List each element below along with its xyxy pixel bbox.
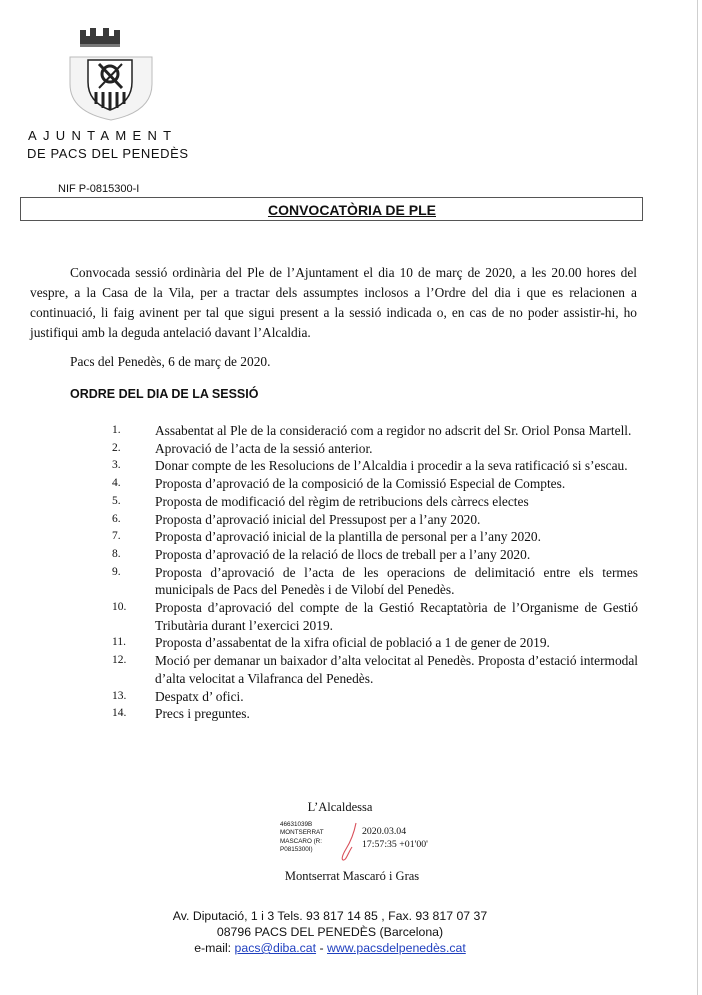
agenda-item-number: 11. bbox=[112, 636, 126, 649]
agenda-item-text: Proposta d’aprovació de la composició de la Comissió Especial de Comptes. bbox=[155, 476, 566, 492]
agenda-item bbox=[110, 475, 638, 493]
agenda-item bbox=[110, 599, 638, 634]
agenda-item-number: 13. bbox=[112, 689, 127, 702]
agenda-item-number: 7. bbox=[112, 530, 121, 543]
footer-city: 08796 PACS DEL PENEDÈS (Barcelona) bbox=[216, 925, 444, 939]
organization-subtitle: DE PACS DEL PENEDÈS bbox=[27, 146, 189, 161]
agenda-item bbox=[110, 688, 638, 706]
website-link[interactable]: www.pacsdelpenedès.cat bbox=[327, 941, 466, 955]
agenda-heading: ORDRE DEL DIA DE LA SESSIÓ bbox=[70, 387, 259, 401]
agenda-item-text: Assabentat al Ple de la consideració com a regidor no adscrit del Sr. Oriol Ponsa Martell. bbox=[155, 423, 632, 438]
agenda-item bbox=[110, 564, 638, 599]
nif-number: NIF P-0815300-I bbox=[58, 183, 140, 195]
agenda-item bbox=[110, 440, 638, 458]
agenda-item-number: 12. bbox=[112, 654, 127, 667]
agenda-item-number: 10. bbox=[112, 601, 127, 614]
footer-address: Av. Diputació, 1 i 3 Tels. 93 817 14 85 , Fax. 93 817 07 37 bbox=[172, 909, 488, 923]
agenda-item-number: 3. bbox=[112, 459, 121, 472]
agenda-item bbox=[110, 528, 638, 546]
agenda-item-number: 9. bbox=[112, 565, 121, 578]
municipal-coat-of-arms-logo bbox=[66, 22, 156, 122]
agenda-item bbox=[110, 546, 638, 564]
agenda-item-number: 5. bbox=[112, 494, 121, 507]
signer-id-text: 46631039B MONTSERRAT MASCARO (R: P0815300I) bbox=[280, 821, 324, 853]
handwritten-signature-mark bbox=[334, 819, 364, 863]
agenda-item-number: 4. bbox=[112, 477, 121, 490]
signer-name: Montserrat Mascaró i Gras bbox=[284, 869, 420, 883]
email-link[interactable]: pacs@diba.cat bbox=[234, 941, 317, 955]
agenda-item-text: Proposta d’aprovació de la relació de llocs de treball per a l’any 2020. bbox=[155, 546, 531, 562]
agenda-item bbox=[110, 705, 638, 723]
agenda-list bbox=[110, 422, 638, 723]
footer-separator: - bbox=[316, 941, 327, 955]
agenda-item bbox=[110, 634, 638, 652]
agenda-item bbox=[110, 511, 638, 529]
agenda-item-number: 6. bbox=[112, 512, 121, 525]
page-edge bbox=[697, 0, 698, 995]
agenda-item bbox=[110, 493, 638, 511]
agenda-item-text: Proposta d’aprovació inicial de la plantilla de personal per a l’any 2020. bbox=[155, 529, 541, 545]
agenda-item-text: Proposta de modificació del règim de retribucions dels càrrecs electes bbox=[155, 493, 529, 509]
agenda-item-text: Moció per demanar un baixador d’alta velocitat al Penedès. Proposta d’estació intermodal d’alta velocitat a Vilafranca del Penedès. bbox=[155, 653, 638, 686]
signature-role: L’Alcaldessa bbox=[307, 800, 373, 814]
agenda-item bbox=[110, 457, 638, 475]
digital-signature-block bbox=[280, 821, 480, 863]
email-label: e-mail: bbox=[194, 941, 235, 955]
signature-timestamp: 2020.03.04 17:57:35 +01'00' bbox=[362, 826, 428, 850]
agenda-item-text: Proposta d’aprovació del compte de la Gestió Recaptatòria de l’Organisme de Gestió Tributària durant l’exercici 2019. bbox=[155, 600, 638, 633]
agenda-item-number: 14. bbox=[112, 707, 127, 720]
agenda-item bbox=[110, 652, 638, 687]
agenda-item-text: Proposta d’aprovació de l’acta de les operacions de delimitació entre els termes municipals de Pacs del Penedès i de Vilobí del Penedès. bbox=[155, 564, 638, 598]
agenda-item-text: Precs i preguntes. bbox=[155, 706, 250, 722]
agenda-item-text: Aprovació de l’acta de la sessió anterior. bbox=[155, 440, 373, 456]
agenda-item-number: 2. bbox=[112, 441, 121, 454]
document-title: CONVOCATÒRIA DE PLE bbox=[267, 202, 436, 218]
footer-contact bbox=[0, 941, 660, 956]
agenda-item bbox=[110, 422, 638, 440]
agenda-item-number: 1. bbox=[112, 424, 121, 436]
agenda-item-text: Despatx d’ ofici. bbox=[155, 688, 244, 704]
intro-paragraph: Convocada sessió ordinària del Ple de l’Ajuntament el dia 10 de març de 2020, a les 20.00 hores del vespre, a la Casa de la Vila, per a tractar dels assumptes inclosos a l’Ordre del dia i que es relacionen a continuació, li faig avinent per tal que sigui present a la sessió indicada o, en cas de no poder assistir-hi, ho justifiqui amb la deguda antelació davant l’Alcaldia. bbox=[30, 265, 637, 340]
agenda-item-text: Proposta d’aprovació inicial del Pressupost per a l’any 2020. bbox=[155, 511, 481, 527]
place-date-line: Pacs del Penedès, 6 de març de 2020. bbox=[70, 354, 271, 369]
organization-name: AJUNTAMENT bbox=[28, 128, 178, 143]
agenda-item-text: Proposta d’assabentat de la xifra oficial de població a 1 de gener de 2019. bbox=[155, 635, 550, 651]
agenda-item-text: Donar compte de les Resolucions de l’Alcaldia i procedir a la seva ratificació si s’escau. bbox=[155, 458, 628, 474]
agenda-item-number: 8. bbox=[112, 547, 121, 560]
